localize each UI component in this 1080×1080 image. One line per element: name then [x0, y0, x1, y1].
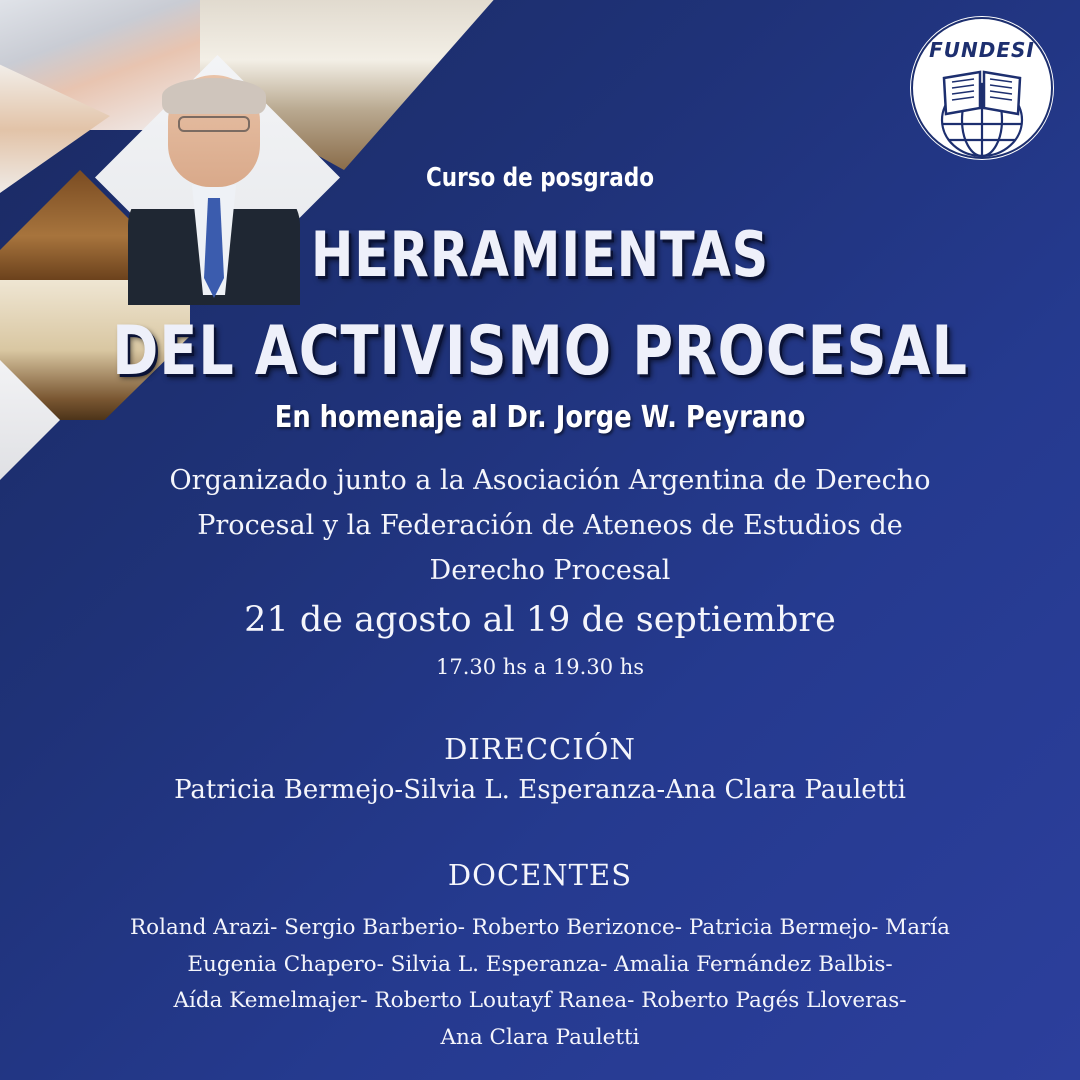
organizers-line: Procesal y la Federación de Ateneos de Estudios de [197, 510, 903, 541]
direction-heading: DIRECCIÓN [444, 732, 636, 766]
teachers-line: Eugenia Chapero- Silvia L. Esperanza- Amalia Fernández Balbis- [187, 951, 893, 977]
portrait-hair [162, 78, 266, 114]
teachers-line: Ana Clara Pauletti [440, 1024, 640, 1050]
course-hours: 17.30 hs a 19.30 hs [435, 655, 645, 679]
course-title-line1: HERRAMIENTAS [310, 218, 770, 291]
teachers-heading: DOCENTES [447, 858, 633, 892]
teachers-line: Aída Kemelmajer- Roberto Loutayf Ranea- Roberto Pagés Lloveras- [173, 988, 907, 1013]
tribute-line: En homenaje al Dr. Jorge W. Peyrano [274, 400, 806, 435]
portrait-glasses [178, 116, 250, 132]
organizers-line: Organizado junto a la Asociación Argentina de Derecho [169, 465, 931, 496]
course-dates: 21 de agosto al 19 de septiembre [244, 600, 836, 640]
organizers-text [140, 458, 960, 593]
direction-names: Patricia Bermejo-Silvia L. Esperanza-Ana Clara Pauletti [174, 775, 906, 805]
teachers-list [90, 910, 990, 1056]
logo-text: FUNDESI [929, 38, 1035, 62]
course-title-line2: DEL ACTIVISMO PROCESAL [112, 312, 968, 391]
teachers-line: Roland Arazi- Sergio Barberio- Roberto Berizonce- Patricia Bermejo- María [129, 915, 950, 940]
fundesi-logo [910, 16, 1054, 160]
course-type: Curso de posgrado [425, 163, 655, 193]
organizers-line: Derecho Procesal [429, 555, 671, 586]
